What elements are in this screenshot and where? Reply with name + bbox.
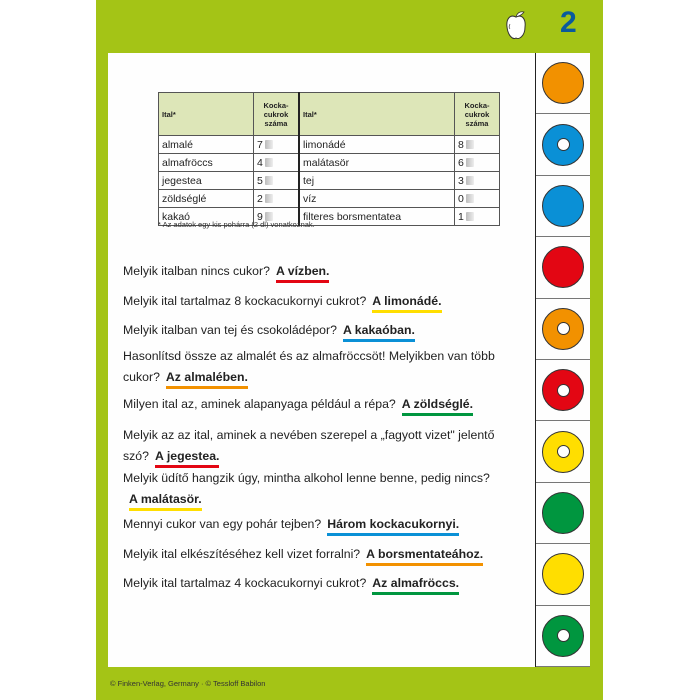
marker-cell [536,176,590,237]
table-row [159,190,500,208]
sugar-cube-icon [466,176,474,185]
question-item [123,468,523,511]
count-cell [254,190,300,208]
count-cell [254,136,300,154]
drink-cell: jegestea [159,172,254,190]
copyright-footer: © Finken-Verlag, Germany · © Tessloff Babilon [110,679,266,688]
count-value: 8 [458,138,464,151]
table-footnote: * Az adatok egy kis pohárra (2 dl) vonatkoznak. [158,220,315,229]
ring-marker-icon [542,308,584,350]
header-drink: Ital* [299,93,455,136]
count-value: 4 [257,156,263,169]
page-number: 2 [560,6,577,39]
count-cell [455,172,500,190]
header-count: Kocka-cukrok száma [455,93,500,136]
count-value: 2 [257,192,263,205]
count-value: 9 [257,210,263,223]
sugar-cube-icon [466,212,474,221]
marker-cell [536,53,590,114]
drink-cell: zöldséglé [159,190,254,208]
marker-cell [536,237,590,298]
drink-cell: víz [299,190,455,208]
count-cell [455,154,500,172]
count-cell [254,172,300,190]
question-item [123,544,523,566]
count-value: 1 [458,210,464,223]
marker-cell [536,421,590,482]
ring-hole [557,629,570,642]
count-cell [254,154,300,172]
count-value: 0 [458,192,464,205]
question-item [123,394,523,416]
question-text: Hasonlítsd össze az almalét és az almafröccsöt! Melyikben van több cukor? [123,349,495,384]
question-text: Melyik üdítő hangzik úgy, mintha alkohol lenne benne, pedig nincs? [123,471,490,485]
table-row [159,154,500,172]
drink-cell: limonádé [299,136,455,154]
marker-cell [536,360,590,421]
header-drink: Ital* [159,93,254,136]
question-text: Mennyi cukor van egy pohár tejben? [123,517,322,531]
question-text: Milyen ital az, aminek alapanyaga például a répa? [123,397,396,411]
ring-hole [557,138,570,151]
table-row [159,136,500,154]
drink-cell: tej [299,172,455,190]
drink-cell: malátasör [299,154,455,172]
question-item [123,291,523,313]
marker-cell [536,483,590,544]
question-item [123,425,523,468]
ring-hole [557,445,570,458]
question-item [123,261,523,283]
ring-hole [557,384,570,397]
drink-cell: almafröccs [159,154,254,172]
count-value: 3 [458,174,464,187]
sugar-cube-icon [466,140,474,149]
question-item [123,346,523,389]
answer-text: A vízben. [276,264,330,283]
ring-marker-icon [542,615,584,657]
marker-cell [536,606,590,667]
question-item [123,514,523,536]
header-count: Kocka-cukrok száma [254,93,300,136]
table-row [159,172,500,190]
count-cell [455,208,500,226]
question-item [123,573,523,595]
sugar-cube-icon [265,158,273,167]
dot-marker-icon [542,185,584,227]
dot-marker-icon [542,553,584,595]
dot-marker-icon [542,246,584,288]
count-value: 5 [257,174,263,187]
answer-text: A malátasör. [129,492,202,511]
question-text: Melyik ital tartalmaz 4 kockacukornyi cukrot? [123,576,367,590]
sugar-cube-icon [265,194,273,203]
answer-text: A kakaóban. [343,323,415,342]
question-text: Melyik italban nincs cukor? [123,264,270,278]
question-text: Melyik ital elkészítéséhez kell vizet forralni? [123,547,361,561]
answer-text: A zöldséglé. [402,397,473,416]
question-text: Melyik ital tartalmaz 8 kockacukornyi cukrot? [123,294,367,308]
sugar-table [158,92,500,226]
question-text: Melyik az az ital, aminek a nevében szerepel a „fagyott vizet" jelentő szó? [123,428,495,463]
count-cell [455,190,500,208]
ring-marker-icon [542,369,584,411]
answer-text: A borsmentateához. [366,547,483,566]
drink-cell: filteres borsmentatea [299,208,455,226]
drink-cell: kakaó [159,208,254,226]
question-item [123,320,523,342]
sugar-cube-icon [265,140,273,149]
apple-icon [505,8,527,42]
ring-marker-icon [542,124,584,166]
dot-marker-icon [542,62,584,104]
count-cell [455,136,500,154]
drink-cell: almalé [159,136,254,154]
ring-marker-icon [542,431,584,473]
answer-text: A limonádé. [372,294,441,313]
sugar-cube-icon [466,158,474,167]
count-value: 6 [458,156,464,169]
ring-hole [557,322,570,335]
sugar-cube-icon [466,194,474,203]
answer-text: Három kockacukornyi. [327,517,459,536]
answer-text: A jegestea. [155,449,219,468]
dot-marker-icon [542,492,584,534]
count-value: 7 [257,138,263,151]
answer-marker-column [535,53,590,667]
marker-cell [536,544,590,605]
marker-cell [536,299,590,360]
question-text: Melyik italban van tej és csokoládépor? [123,323,337,337]
marker-cell [536,114,590,175]
answer-text: Az almalében. [166,370,248,389]
answer-text: Az almafröccs. [372,576,459,595]
sugar-cube-icon [265,176,273,185]
